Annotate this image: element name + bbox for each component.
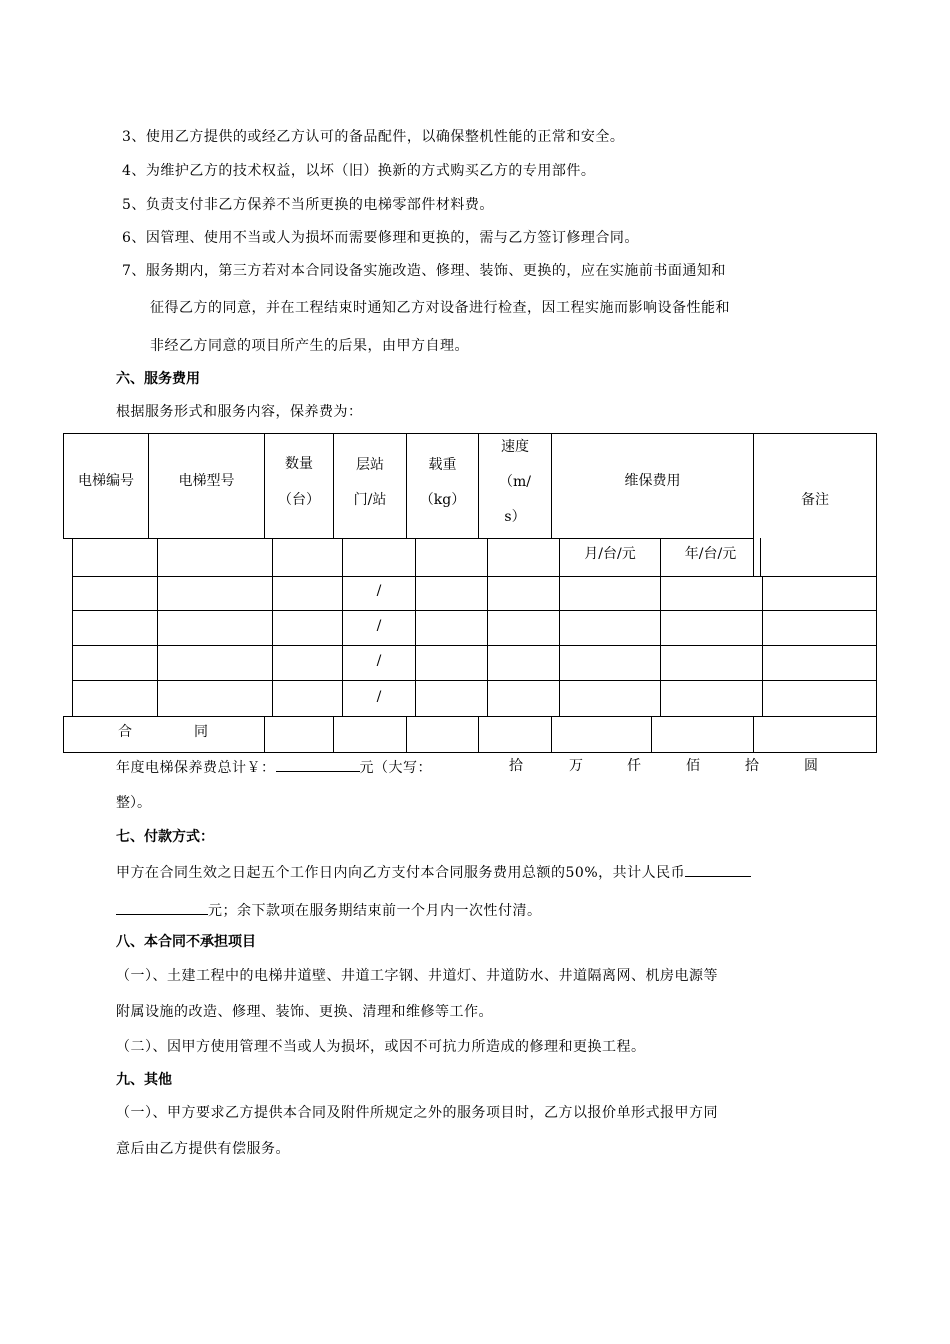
header-monthly-fee: 月/台/元	[584, 546, 636, 562]
item-6: 6、因管理、使用不当或人为损坏而需要修理和更换的，需与乙方签订修理合同。	[122, 230, 639, 246]
header-qty-2: （台）	[278, 492, 320, 508]
total-label-1: 合	[118, 724, 132, 740]
section8-p2: （二）、因甲方使用管理不当或人为损坏，或因不可抗力所造成的修理和更换工程。	[116, 1039, 646, 1055]
header-floor-1: 层站	[356, 457, 384, 473]
section7-line2-text: 元；余下款项在服务期结束前一个月内一次性付清。	[208, 903, 542, 919]
total-label-2: 同	[194, 724, 208, 740]
section8-p1-line2: 附属设施的改造、修理、装饰、更换、清理和维修等工作。	[116, 1004, 493, 1020]
annual-total	[116, 757, 432, 777]
header-speed-2: （m/	[499, 474, 531, 490]
header-elevator-model: 电梯型号	[178, 473, 235, 489]
section8-heading: 八、本合同不承担项目	[116, 934, 256, 950]
item-4: 4、为维护乙方的技术权益，以坏（旧）换新的方式购买乙方的专用部件。	[122, 163, 596, 179]
payment-amount-blank-2[interactable]	[116, 900, 208, 915]
item-7-line3: 非经乙方同意的项目所产生的后果，由甲方自理。	[150, 338, 469, 354]
item-3: 3、使用乙方提供的或经乙方认可的备品配件，以确保整机性能的正常和安全。	[122, 129, 625, 145]
header-remarks: 备注	[801, 492, 829, 508]
unit-bai: 佰	[686, 758, 700, 774]
row1-floor: /	[376, 583, 382, 599]
header-yearly-fee: 年/台/元	[684, 546, 737, 562]
unit-yuan: 圆	[804, 758, 818, 774]
header-speed-1: 速度	[501, 439, 529, 455]
annual-total-prefix: 年度电梯保养费总计￥：	[116, 760, 276, 776]
section8-p1-line1: （一）、土建工程中的电梯井道壁、井道工字钢、井道灯、井道防水、井道隔离网、机房电源等	[116, 968, 718, 984]
section7-line1	[116, 862, 751, 882]
section6-heading: 六、服务费用	[116, 371, 200, 387]
section9-heading: 九、其他	[116, 1072, 172, 1088]
item-7-line1: 7、服务期内，第三方若对本合同设备实施改造、修理、装饰、更换的，应在实施前书面通知和	[122, 263, 726, 279]
unit-shi-2: 拾	[745, 758, 759, 774]
header-load-1: 载重	[428, 457, 457, 473]
section9-p1-line1: （一）、甲方要求乙方提供本合同及附件所规定之外的服务项目时，乙方以报价单形式报甲方同	[116, 1105, 718, 1121]
row2-floor: /	[376, 618, 382, 634]
unit-wan: 万	[569, 758, 583, 774]
header-qty-1: 数量	[285, 456, 313, 472]
annual-total-end: 整）。	[116, 795, 151, 811]
header-elevator-no: 电梯编号	[78, 473, 134, 489]
payment-amount-blank[interactable]	[685, 862, 751, 877]
row4-floor: /	[376, 689, 382, 705]
section7-line2	[116, 900, 542, 920]
annual-total-suffix: 元（大写：	[359, 760, 432, 776]
item-7-line2: 征得乙方的同意，并在工程结束时通知乙方对设备进行检查，因工程实施而影响设备性能和	[150, 300, 730, 316]
header-speed-3: s）	[504, 509, 526, 525]
section7-line1-text: 甲方在合同生效之日起五个工作日内向乙方支付本合同服务费用总额的50%，共计人民币	[116, 865, 686, 881]
section6-intro: 根据服务形式和服务内容，保养费为：	[116, 404, 363, 420]
item-5: 5、负责支付非乙方保养不当所更换的电梯零部件材料费。	[122, 197, 494, 213]
header-maintenance-fee: 维保费用	[624, 473, 681, 489]
unit-shi-1: 拾	[509, 758, 523, 774]
annual-total-amount-blank[interactable]	[276, 757, 360, 772]
unit-qian: 仟	[627, 758, 641, 774]
section9-p1-line2: 意后由乙方提供有偿服务。	[116, 1141, 290, 1157]
section7-heading: 七、付款方式：	[116, 829, 214, 845]
header-load-2: （kg）	[419, 492, 466, 508]
header-floor-2: 门/站	[353, 492, 387, 508]
row3-floor: /	[376, 653, 382, 669]
